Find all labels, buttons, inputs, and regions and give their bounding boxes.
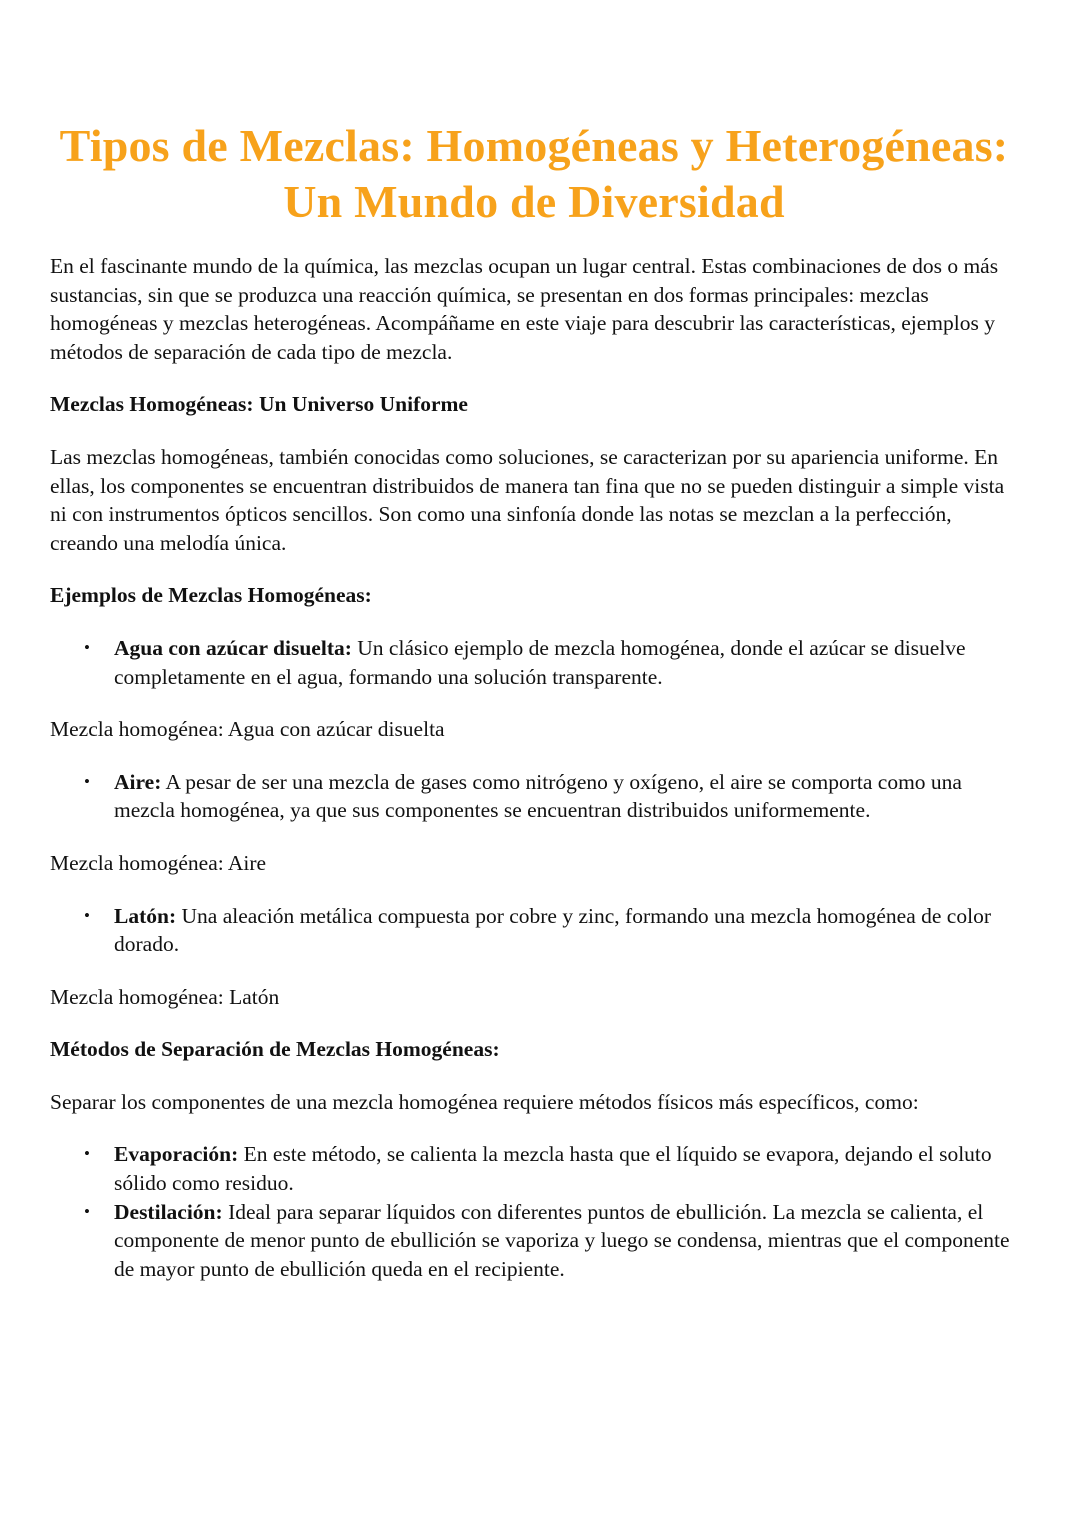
example-list-2 (50, 768, 1018, 825)
example-list-1 (50, 634, 1018, 691)
example-term: Aire: (114, 769, 162, 794)
section-heading-homogeneous: Mezclas Homogéneas: Un Universo Uniforme (50, 392, 468, 417)
methods-heading: Métodos de Separación de Mezclas Homogéneas: (50, 1037, 500, 1062)
document-title: Tipos de Mezclas: Homogéneas y Heterogéneas: Un Mundo de Diversidad (59, 120, 1009, 227)
list-item-air (50, 768, 1018, 825)
document-page (50, 118, 1018, 1307)
method-term: Evaporación: (114, 1142, 239, 1167)
bullet-icon: • (84, 637, 90, 657)
examples-heading: Ejemplos de Mezclas Homogéneas: (50, 583, 372, 608)
example-term: Agua con azúcar disuelta: (114, 635, 352, 660)
example-caption: Mezcla homogénea: Latón (50, 984, 280, 1009)
intro-paragraph: En el fascinante mundo de la química, las mezclas ocupan un lugar central. Estas combinaciones de dos o más sustancias, sin que se produzca una reacción química, se presentan en dos formas principales: mezclas homogéneas y mezclas heterogéneas. Acompáñame en este viaje para descubrir las características, ejemplos y métodos de separación de cada tipo de mezcla. (50, 254, 999, 364)
method-term: Destilación: (114, 1199, 223, 1224)
example-description: Un clásico ejemplo de mezcla homogénea, donde el azúcar se disuelve completamente en el agua, formando una solución transparente. (114, 635, 966, 689)
example-list-3 (50, 902, 1018, 959)
bullet-icon: • (84, 1144, 90, 1164)
list-item-evaporation (50, 1140, 1018, 1197)
method-description: En este método, se calienta la mezcla hasta que el líquido se evapora, dejando el soluto sólido como residuo. (114, 1142, 992, 1196)
list-item-sugar-water (50, 634, 1018, 691)
example-description: Una aleación metálica compuesta por cobre y zinc, formando una mezcla homogénea de color dorado. (114, 903, 991, 957)
homogeneous-description: Las mezclas homogéneas, también conocidas como soluciones, se caracterizan por su apariencia uniforme. En ellas, los componentes se encuentran distribuidos de manera tan fina que no se pueden distinguir a simple vista ni con instrumentos ópticos sencillos. Son como una sinfonía donde las notas se mezclan a la perfección, creando una melodía única. (50, 444, 1005, 555)
methods-intro: Separar los componentes de una mezcla homogénea requiere métodos físicos más específicos, como: (50, 1089, 919, 1114)
example-description: A pesar de ser una mezcla de gases como nitrógeno y oxígeno, el aire se comporta como una mezcla homogénea, ya que sus componentes se encuentran distribuidos uniformemente. (114, 769, 962, 823)
example-caption: Mezcla homogénea: Agua con azúcar disuelta (50, 717, 445, 742)
list-item-distillation (50, 1198, 1018, 1284)
method-description: Ideal para separar líquidos con diferentes puntos de ebullición. La mezcla se calienta, el componente de menor punto de ebullición se vaporiza y luego se condensa, mientras que el componente de mayor punto de ebullición queda en el recipiente. (114, 1199, 1010, 1281)
example-caption: Mezcla homogénea: Aire (50, 850, 267, 875)
bullet-icon: • (84, 771, 90, 791)
example-term: Latón: (114, 903, 177, 928)
methods-list (50, 1140, 1018, 1283)
list-item-brass (50, 902, 1018, 959)
bullet-icon: • (84, 1201, 90, 1221)
bullet-icon: • (84, 905, 90, 925)
